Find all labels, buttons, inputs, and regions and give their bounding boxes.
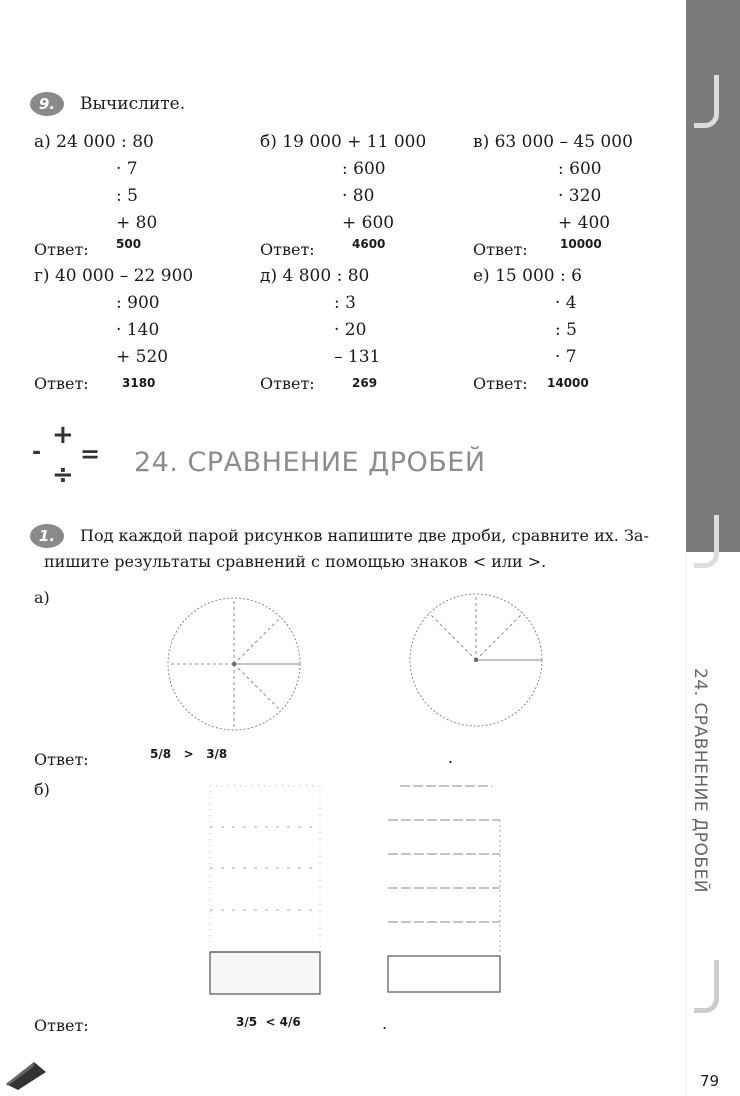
expression-head: в) 63 000 – 45 000 <box>473 132 633 152</box>
operation: · 7 <box>116 159 138 179</box>
answer-label: Ответ: <box>34 1016 89 1035</box>
operation: + 520 <box>116 347 169 367</box>
handwritten-answer: 14000 <box>547 376 589 390</box>
answer-dot: . <box>382 1014 388 1033</box>
circle-figure <box>160 594 310 734</box>
operation: : 600 <box>342 159 386 179</box>
task-instruction: Вычислите. <box>80 94 186 114</box>
minus-icon: - <box>32 440 42 465</box>
part-label: б) <box>34 780 50 799</box>
task-instruction: пишите результаты сравнений с помощью знаков < или >. <box>44 552 547 571</box>
handwritten-answer: 4600 <box>352 237 386 251</box>
plus-icon: + <box>52 420 74 450</box>
handwritten-answer: 3180 <box>122 376 156 390</box>
operation: · 80 <box>342 186 375 206</box>
answer-label: Ответ: <box>473 240 528 259</box>
operation: : 900 <box>116 293 160 313</box>
operation: · 20 <box>334 320 367 340</box>
corner-logo-icon <box>4 1050 48 1090</box>
sidebar-vertical-title: 24. СРАВНЕНИЕ ДРОБЕЙ <box>690 668 710 894</box>
expression-head: б) 19 000 + 11 000 <box>260 132 427 152</box>
answer-label: Ответ: <box>260 374 315 393</box>
handwritten-answer: 5/8 > 3/8 <box>150 747 228 761</box>
operation: + 600 <box>342 213 395 233</box>
tab-marker-icon <box>694 960 719 1013</box>
answer-label: Ответ: <box>34 374 89 393</box>
task-number-badge: 1. <box>30 524 64 548</box>
operation: · 140 <box>116 320 160 340</box>
answer-label: Ответ: <box>34 750 89 769</box>
answer-label: Ответ: <box>473 374 528 393</box>
strip-figure <box>200 780 330 1000</box>
circle-figure <box>402 590 552 730</box>
part-label: а) <box>34 588 50 607</box>
operation: + 80 <box>116 213 158 233</box>
operation: – 131 <box>334 347 381 367</box>
expression-head: г) 40 000 – 22 900 <box>34 266 194 286</box>
operation: · 320 <box>558 186 602 206</box>
operation: : 600 <box>558 159 602 179</box>
handwritten-answer: 3/5 < 4/6 <box>236 1015 301 1029</box>
strip-figure <box>380 780 510 1000</box>
tab-marker-icon <box>694 75 719 128</box>
operation: : 5 <box>116 186 138 206</box>
answer-dot: . <box>448 748 454 767</box>
expression-head: е) 15 000 : 6 <box>473 266 582 286</box>
divide-icon: ÷ <box>52 460 74 490</box>
answer-label: Ответ: <box>34 240 89 259</box>
handwritten-answer: 269 <box>352 376 378 390</box>
expression-head: а) 24 000 : 80 <box>34 132 154 152</box>
tab-marker-icon <box>694 515 719 568</box>
operation: · 7 <box>555 347 577 367</box>
operation: : 5 <box>555 320 577 340</box>
page-number: 79 <box>700 1072 720 1090</box>
section-title: 24. СРАВНЕНИЕ ДРОБЕЙ <box>134 447 486 478</box>
handwritten-answer: 500 <box>116 237 142 251</box>
handwritten-answer: 10000 <box>560 237 602 251</box>
expression-head: д) 4 800 : 80 <box>260 266 370 286</box>
answer-label: Ответ: <box>260 240 315 259</box>
task-number-badge: 9. <box>30 92 64 116</box>
equals-icon: = <box>80 440 101 468</box>
operation: + 400 <box>558 213 611 233</box>
operation: · 4 <box>555 293 577 313</box>
task-instruction: Под каждой парой рисунков напишите две дроби, сравните их. За- <box>80 526 649 545</box>
operation: : 3 <box>334 293 356 313</box>
